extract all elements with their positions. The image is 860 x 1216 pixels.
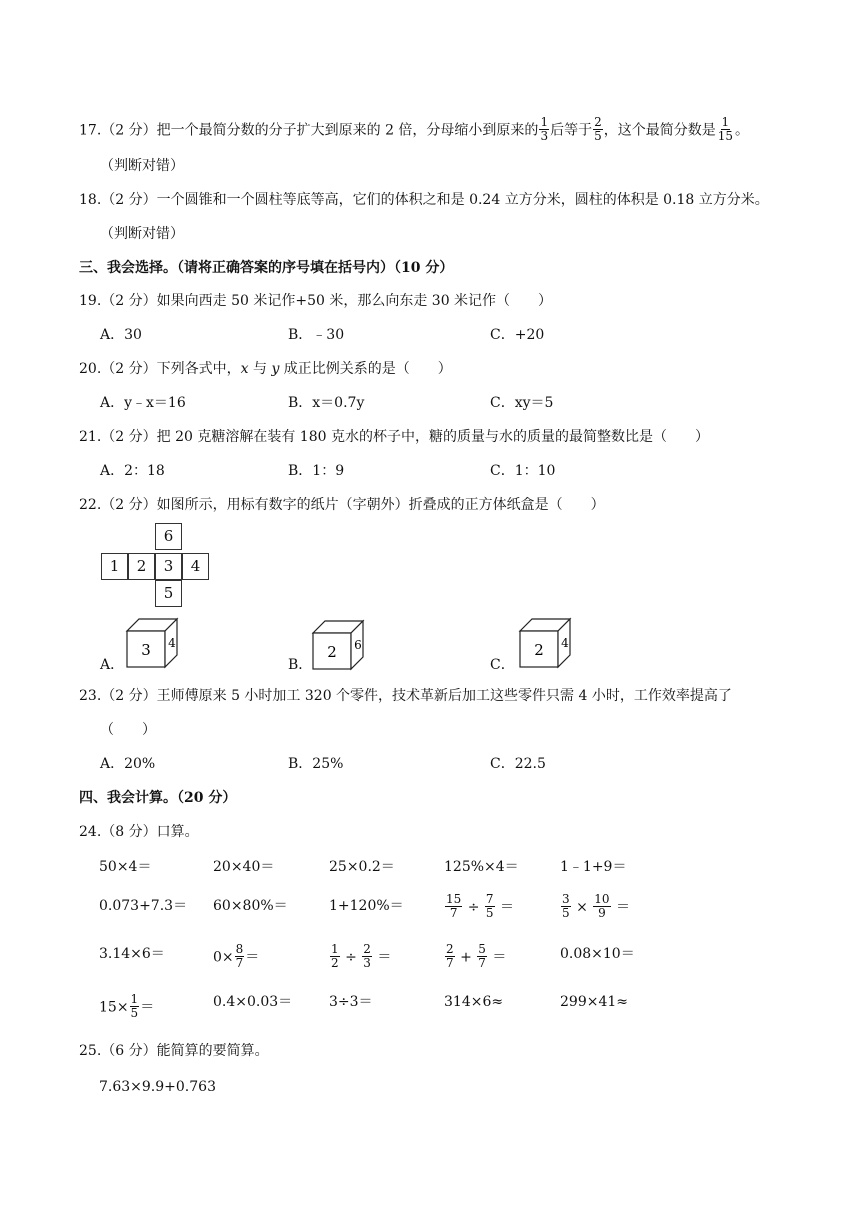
denominator: 7 [449,906,458,920]
fraction [130,993,140,1020]
q18-stem: 18.（2 分）一个圆锥和一个圆柱等底等高，它们的体积之和是 0.24 立方分米，圆柱的体积是 0.18 立方分米。 [79,192,769,208]
numerator: 15 [446,892,462,906]
q22-option-b-label[interactable]: B． [288,657,313,673]
calc-item [99,994,154,1021]
cube-front-number: 2 [534,641,544,659]
calc-item: 1+120%＝ [329,898,404,914]
equals: ＝ [245,949,260,966]
q19-option-a[interactable]: A．30 [100,327,142,343]
cube-side-number: 6 [354,638,362,652]
fraction [593,893,610,920]
q17-text-1: 17.（2 分）把一个最简分数的分子扩大到原来的 2 倍，分母缩小到原来的 [79,122,539,139]
var-x: x [240,361,249,377]
denominator: 2 [331,956,339,970]
q21-stem: 21.（2 分）把 20 克糖溶解在装有 180 克水的杯子中，糖的质量与水的质量的最简整数比是（ ） [79,429,709,445]
var-y: y [271,361,280,377]
cube-front-number: 3 [141,641,151,659]
fraction [235,943,245,970]
net-face: 1 [101,553,128,580]
operator: × [576,899,588,916]
fraction [593,116,603,143]
denominator: 5 [562,906,570,920]
denominator: 7 [478,956,486,970]
fraction [539,116,549,143]
q22-option-a-label[interactable]: A． [100,657,125,673]
q17-note: （判断对错） [100,158,184,174]
section-3-heading: 三、我会选择。（请将正确答案的序号填在括号内）（10 分） [79,260,454,276]
denominator: 7 [235,956,244,970]
q23-option-c[interactable]: C．22.5 [490,756,546,772]
calc-item: 20×40＝ [213,859,275,875]
equals: ＝ [377,949,392,966]
q20-option-a[interactable]: A．y﹣x＝16 [100,395,186,411]
q19-option-c[interactable]: C．+20 [490,327,545,343]
calc-item: 3.14×6＝ [99,946,165,962]
q20-text-mid: 与 [248,361,272,377]
q20-option-b[interactable]: B．x＝0.7y [288,395,365,411]
calc-item: 0.073+7.3＝ [99,898,188,914]
q20-stem [79,359,452,379]
cube-side-number: 4 [168,636,176,650]
cube-side-number: 4 [561,636,569,650]
q21-option-a[interactable]: A．2：18 [100,463,165,479]
denominator: 5 [130,1006,139,1020]
numerator: 2 [446,942,454,956]
fraction [561,893,571,920]
denominator: 3 [540,129,549,143]
cube-front-number: 2 [327,643,337,661]
fraction [445,893,462,920]
calc-item: 50×4＝ [99,859,152,875]
calc-item: 299×41≈ [560,994,628,1010]
equals: ＝ [616,899,631,916]
net-face: 2 [128,553,155,580]
operator: + [460,949,472,966]
numerator: 1 [130,992,139,1006]
q23-option-b[interactable]: B．25% [288,756,344,772]
net-face: 3 [155,553,182,580]
calc-item: 314×6≈ [444,994,504,1010]
numerator: 1 [540,115,549,129]
denominator: 5 [594,129,602,143]
q25-expression: 7.63×9.9+0.763 [99,1079,216,1095]
fraction [362,943,372,970]
q22-option-c-cube[interactable] [518,617,574,669]
fraction [485,893,495,920]
numerator: 3 [562,892,570,906]
q20-text-post: 成正比例关系的是（ ） [279,361,452,377]
fraction [330,943,340,970]
q23-stem: 23.（2 分）王师傅原来 5 小时加工 320 个零件，技术革新后加工这些零件只需 4 小时，工作效率提高了 [79,688,732,704]
net-face: 6 [155,523,182,550]
calc-prefix: 15× [99,999,129,1016]
q22-stem: 22.（2 分）如图所示，用标有数字的纸片（字朝外）折叠成的正方体纸盒是（ ） [79,497,605,513]
numerator: 8 [235,942,244,956]
operator: ÷ [467,899,480,916]
denominator: 15 [717,129,733,143]
q21-option-c[interactable]: C．1：10 [490,463,556,479]
numerator: 2 [363,942,371,956]
q20-option-c[interactable]: C．xy＝5 [490,395,554,411]
q24-title: 24.（8 分）口算。 [79,824,199,840]
q21-option-b[interactable]: B．1：9 [288,463,345,479]
calc-item [444,944,506,971]
numerator: 5 [478,942,486,956]
operator: ÷ [345,949,357,966]
calc-item: 0.4×0.03＝ [213,994,293,1010]
q23-option-a[interactable]: A．20% [100,756,156,772]
q23-answer-paren: （ ） [100,722,156,738]
calc-item: 0.08×10＝ [560,946,635,962]
fraction [477,943,487,970]
denominator: 5 [485,906,494,920]
calc-item [329,944,391,971]
numerator: 1 [331,942,339,956]
q20-text-pre: 20.（2 分）下列各式中， [79,361,241,377]
numerator: 10 [594,892,610,906]
fraction [445,943,455,970]
section-4-heading: 四、我会计算。（20 分） [79,790,237,806]
net-face: 4 [182,553,209,580]
numerator: 2 [594,115,602,129]
calc-item: 125%×4＝ [444,859,519,875]
fraction [717,116,734,143]
q22-option-b-cube[interactable] [311,619,367,671]
calc-item: 1﹣1+9＝ [560,859,627,875]
q25-title: 25.（6 分）能简算的要简算。 [79,1043,269,1059]
denominator: 3 [363,956,371,970]
q19-option-b[interactable]: B．﹣30 [288,327,345,343]
denominator: 7 [446,956,454,970]
equals: ＝ [140,999,155,1016]
equals: ＝ [500,899,515,916]
numerator: 1 [721,115,730,129]
q17-stem [79,117,749,144]
calc-item: 25×0.2＝ [329,859,395,875]
q22-option-a-cube[interactable] [125,617,181,669]
net-face: 5 [155,580,182,607]
calc-prefix: 0× [213,949,234,966]
calc-item: 3÷3＝ [329,994,373,1010]
equals: ＝ [492,949,507,966]
numerator: 7 [485,892,494,906]
calc-item [213,944,259,971]
q22-option-c-label[interactable]: C． [490,657,515,673]
q17-text-3: ，这个最简分数是 [603,122,716,139]
cube-net-figure [99,523,211,607]
denominator: 9 [598,906,606,920]
calc-item [560,894,630,921]
q17-text-2: 后等于 [550,122,593,139]
calc-item: 60×80%＝ [213,898,288,914]
q17-text-4: 。 [735,122,749,139]
calc-item [444,894,514,921]
q18-note: （判断对错） [100,226,184,242]
q19-stem: 19.（2 分）如果向西走 50 米记作+50 米，那么向东走 30 米记作（ ） [79,293,553,309]
